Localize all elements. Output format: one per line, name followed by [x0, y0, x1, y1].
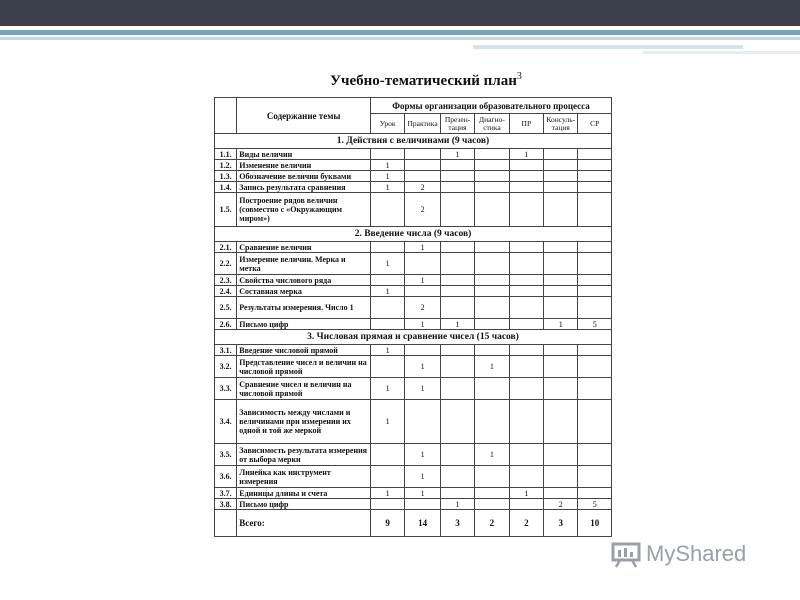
table-row: [215, 499, 612, 510]
row-value: [370, 356, 404, 378]
row-value: [475, 182, 509, 193]
row-value: [578, 286, 612, 297]
slide-stripe: [0, 30, 800, 35]
row-value: [370, 275, 404, 286]
row-value: [440, 275, 474, 286]
row-value: [544, 356, 578, 378]
row-value: 2: [405, 193, 440, 227]
row-value: 1: [544, 319, 578, 330]
table-row: [215, 182, 612, 193]
row-value: 1: [440, 149, 474, 160]
row-value: [509, 499, 543, 510]
row-value: [578, 378, 612, 400]
row-value: [509, 242, 543, 253]
row-value: [440, 444, 474, 466]
row-number: 1.3.: [215, 171, 237, 182]
row-value: [578, 444, 612, 466]
row-number: 1.4.: [215, 182, 237, 193]
row-value: 2: [405, 182, 440, 193]
row-value: [578, 466, 612, 488]
slide-stripe: [473, 45, 743, 49]
row-value: 1: [370, 345, 404, 356]
row-number: 2.1.: [215, 242, 237, 253]
row-value: [544, 253, 578, 275]
row-value: [578, 345, 612, 356]
row-value: [509, 400, 543, 444]
row-value: 1: [405, 488, 440, 499]
row-value: [475, 171, 509, 182]
row-value: [475, 499, 509, 510]
row-value: [544, 444, 578, 466]
row-number: 2.2.: [215, 253, 237, 275]
total-value: 3: [544, 510, 578, 537]
row-topic: Построение рядов величин (совместно с «Окружающим миром»): [237, 193, 371, 227]
table-row: [215, 242, 612, 253]
row-value: [509, 345, 543, 356]
row-value: 1: [370, 378, 404, 400]
total-value: 9: [370, 510, 404, 537]
row-value: [509, 444, 543, 466]
row-value: [544, 242, 578, 253]
row-value: 1: [405, 444, 440, 466]
section-header-row: [215, 227, 612, 242]
row-value: 2: [544, 499, 578, 510]
row-value: [405, 286, 440, 297]
row-value: [370, 444, 404, 466]
row-number: 3.1.: [215, 345, 237, 356]
row-value: 1: [405, 242, 440, 253]
table-row: [215, 171, 612, 182]
row-value: [475, 345, 509, 356]
row-value: [440, 297, 474, 319]
row-value: [440, 466, 474, 488]
row-value: 1: [370, 286, 404, 297]
row-value: [475, 286, 509, 297]
row-value: [370, 499, 404, 510]
row-number: 2.5.: [215, 297, 237, 319]
row-topic: Представление чисел и величин на числовой прямой: [237, 356, 371, 378]
row-number: 3.6.: [215, 466, 237, 488]
row-value: 1: [370, 253, 404, 275]
row-topic: Результаты измерения. Число 1: [237, 297, 371, 319]
row-value: 1: [405, 275, 440, 286]
total-row: [215, 510, 612, 537]
watermark: [610, 540, 746, 568]
row-value: [578, 242, 612, 253]
row-value: [405, 253, 440, 275]
header-col: ПР: [509, 114, 543, 134]
header-forms: Формы организации образовательного процесса: [370, 98, 611, 114]
row-value: [440, 356, 474, 378]
row-number: 3.3.: [215, 378, 237, 400]
row-value: [509, 356, 543, 378]
plan-body: [215, 134, 612, 510]
row-value: [509, 171, 543, 182]
row-value: 1: [475, 444, 509, 466]
total-num: [215, 510, 237, 537]
row-value: 5: [578, 319, 612, 330]
row-value: 1: [440, 499, 474, 510]
row-value: [475, 488, 509, 499]
table-row: [215, 160, 612, 171]
section-header-row: [215, 134, 612, 149]
watermark-text: MyShared: [646, 541, 747, 566]
row-topic: Обозначение величин буквами: [237, 171, 371, 182]
row-value: [440, 242, 474, 253]
row-value: 1: [475, 356, 509, 378]
row-value: 1: [370, 488, 404, 499]
row-value: [578, 275, 612, 286]
table-row: [215, 149, 612, 160]
row-value: 1: [509, 149, 543, 160]
row-topic: Зависимость между числами и величинами при измерении их одной и той же меркой: [237, 400, 371, 444]
table-row: [215, 466, 612, 488]
row-value: [440, 345, 474, 356]
row-value: [544, 149, 578, 160]
header-content: Содержание темы: [237, 98, 371, 134]
row-topic: Единицы длины и счета: [237, 488, 371, 499]
row-topic: Измерение величин. Мерка и метка: [237, 253, 371, 275]
row-value: [544, 275, 578, 286]
table-row: [215, 400, 612, 444]
row-value: [509, 193, 543, 227]
section-title: 2. Введение числа (9 часов): [215, 227, 612, 242]
row-value: [440, 286, 474, 297]
table-row: [215, 356, 612, 378]
row-number: 1.5.: [215, 193, 237, 227]
row-value: 1: [405, 378, 440, 400]
row-topic: Запись результата сравнения: [237, 182, 371, 193]
slide-stripe: [643, 51, 800, 54]
row-value: [370, 466, 404, 488]
row-value: [578, 400, 612, 444]
row-value: [578, 488, 612, 499]
row-value: [475, 466, 509, 488]
row-number: 2.3.: [215, 275, 237, 286]
table-row: [215, 444, 612, 466]
row-value: [370, 297, 404, 319]
row-number: 3.8.: [215, 499, 237, 510]
row-topic: Письмо цифр: [237, 319, 371, 330]
row-value: [405, 345, 440, 356]
row-value: [440, 182, 474, 193]
row-value: [370, 319, 404, 330]
row-value: [544, 286, 578, 297]
row-number: 3.7.: [215, 488, 237, 499]
row-value: 1: [370, 171, 404, 182]
row-value: [440, 171, 474, 182]
header-col: Практика: [405, 114, 440, 134]
row-value: [475, 400, 509, 444]
row-value: [544, 466, 578, 488]
row-value: [475, 253, 509, 275]
row-value: 1: [440, 319, 474, 330]
row-value: [578, 160, 612, 171]
row-value: [578, 182, 612, 193]
row-value: 5: [578, 499, 612, 510]
row-number: 1.1.: [215, 149, 237, 160]
row-topic: Составная мерка: [237, 286, 371, 297]
header-col: СР: [578, 114, 612, 134]
row-value: 1: [405, 356, 440, 378]
row-value: [578, 171, 612, 182]
section-title: 1. Действия с величинами (9 часов): [215, 134, 612, 149]
row-value: [544, 488, 578, 499]
title-footnote: 3: [516, 71, 522, 82]
row-value: [578, 149, 612, 160]
total-value: 14: [405, 510, 440, 537]
row-number: 2.4.: [215, 286, 237, 297]
row-topic: Сравнение чисел и величин на числовой прямой: [237, 378, 371, 400]
row-value: [370, 193, 404, 227]
row-value: [509, 160, 543, 171]
row-value: [544, 297, 578, 319]
table-row: [215, 488, 612, 499]
table-row: [215, 319, 612, 330]
row-value: [440, 488, 474, 499]
row-value: [509, 253, 543, 275]
row-value: [475, 319, 509, 330]
row-value: [440, 160, 474, 171]
row-value: [475, 378, 509, 400]
header-col: Консуль-тация: [544, 114, 578, 134]
row-value: [544, 378, 578, 400]
row-value: [509, 286, 543, 297]
row-value: [405, 149, 440, 160]
row-value: [509, 182, 543, 193]
row-value: [475, 160, 509, 171]
row-value: 1: [405, 319, 440, 330]
row-value: [475, 297, 509, 319]
row-value: [440, 400, 474, 444]
row-value: 1: [370, 400, 404, 444]
row-number: 3.4.: [215, 400, 237, 444]
row-value: [578, 193, 612, 227]
row-value: [544, 345, 578, 356]
row-number: 3.5.: [215, 444, 237, 466]
row-value: [405, 499, 440, 510]
row-value: [544, 160, 578, 171]
row-value: [405, 171, 440, 182]
row-value: [440, 378, 474, 400]
row-number: 1.2.: [215, 160, 237, 171]
presentation-board-icon: [610, 540, 642, 568]
row-value: [405, 400, 440, 444]
row-value: [544, 400, 578, 444]
table-row: [215, 275, 612, 286]
row-value: [509, 319, 543, 330]
table-row: [215, 345, 612, 356]
row-value: 1: [370, 182, 404, 193]
row-value: [440, 193, 474, 227]
row-value: [578, 356, 612, 378]
row-value: [370, 149, 404, 160]
row-value: [475, 193, 509, 227]
row-value: [544, 193, 578, 227]
plan-table: [214, 97, 612, 537]
row-value: [544, 182, 578, 193]
row-topic: Линейка как инструмент измерения: [237, 466, 371, 488]
row-topic: Виды величин: [237, 149, 371, 160]
section-header-row: [215, 330, 612, 345]
row-topic: Изменение величин: [237, 160, 371, 171]
header-col: Презен-тация: [440, 114, 474, 134]
slide-stripe: [0, 37, 800, 40]
row-topic: Свойства числового ряда: [237, 275, 371, 286]
row-topic: Письмо цифр: [237, 499, 371, 510]
table-row: [215, 378, 612, 400]
row-topic: Сравнение величин: [237, 242, 371, 253]
row-value: [509, 297, 543, 319]
table-row: [215, 286, 612, 297]
table-row: [215, 253, 612, 275]
total-value: 10: [578, 510, 612, 537]
total-value: 2: [509, 510, 543, 537]
row-value: [509, 466, 543, 488]
table-row: [215, 297, 612, 319]
row-value: [475, 149, 509, 160]
row-value: [578, 253, 612, 275]
row-value: 1: [370, 160, 404, 171]
row-value: [578, 297, 612, 319]
row-value: [405, 160, 440, 171]
document-title: [330, 71, 522, 90]
title-text: Учебно-тематический план: [330, 73, 517, 89]
table-row: [215, 193, 612, 227]
total-value: 3: [440, 510, 474, 537]
row-number: 3.2.: [215, 356, 237, 378]
row-value: 1: [405, 466, 440, 488]
header-col: Урок: [370, 114, 404, 134]
header-col: Диагно-стика: [475, 114, 509, 134]
row-value: 1: [509, 488, 543, 499]
row-value: 2: [405, 297, 440, 319]
row-value: [370, 242, 404, 253]
row-number: 2.6.: [215, 319, 237, 330]
header-num: [215, 98, 237, 134]
row-value: [440, 253, 474, 275]
row-topic: Зависимость результата измерения от выбора мерки: [237, 444, 371, 466]
total-value: 2: [475, 510, 509, 537]
row-value: [544, 171, 578, 182]
row-topic: Введение числовой прямой: [237, 345, 371, 356]
section-title: 3. Числовая прямая и сравнение чисел (15 часов): [215, 330, 612, 345]
slide-top-bar: [0, 0, 800, 26]
row-value: [509, 275, 543, 286]
row-value: [475, 275, 509, 286]
row-value: [475, 242, 509, 253]
total-label: Всего:: [237, 510, 371, 537]
row-value: [509, 378, 543, 400]
